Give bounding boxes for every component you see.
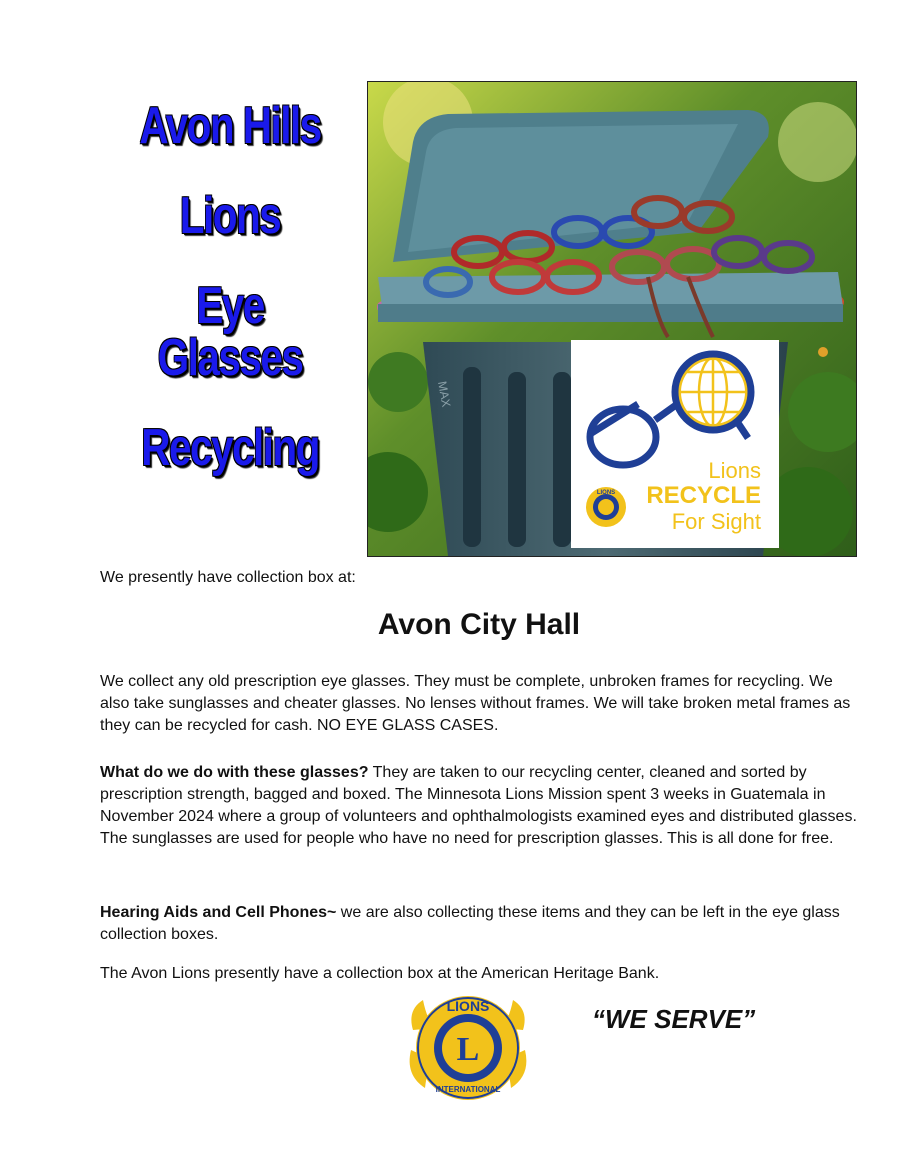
lions-international-emblem (405, 990, 531, 1106)
recycling-bin-photo (367, 81, 857, 557)
bin-label: MAX (435, 380, 454, 409)
location-heading: Avon City Hall (377, 608, 581, 641)
title-line-4: Recycling (141, 419, 319, 477)
title-block (95, 97, 365, 512)
emblem-letter: L (456, 1031, 480, 1068)
title-line-1: Avon Hills (139, 97, 321, 155)
sign-line-2: RECYCLE (646, 482, 761, 509)
emblem-bottom-text: INTERNATIONAL (435, 1085, 501, 1094)
sign-line-3: For Sight (671, 509, 761, 534)
lions-recycle-sign (571, 340, 779, 548)
sign-line-1: Lions (708, 458, 761, 483)
paragraph-hearing-aids-lead: Hearing Aids and Cell Phones~ (100, 904, 337, 921)
title-line-2: Lions (179, 187, 281, 245)
paragraph-what-we-do-body: They are taken to our recycling center, cleaned and sorted by prescription strength, bagged and boxed. The Minnesota Lions Mission spent 3 weeks in Guatemala in November 2024 where a group of volunteers and ophthalmologists examined eyes and distributed glasses. The sunglasses are used for people who have no need for prescription glasses. This is all done for free. (100, 764, 857, 847)
paragraph-what-we-do (100, 762, 860, 850)
motto: “WE SERVE” (592, 1004, 756, 1034)
paragraph-collect: We collect any old prescription eye glasses. They must be complete, unbroken frames for recycling. We also take sunglasses and cheater glasses. No lenses without frames. We will take broken metal frames as they can be recycled for cash. NO EYE GLASS CASES. (100, 673, 851, 734)
intro-text: We presently have collection box at: (100, 569, 356, 586)
paragraph-hearing-aids-body: we are also collecting these items and they can be left in the eye glass collection boxes. (100, 904, 840, 943)
paragraph-hearing-aids (100, 902, 860, 946)
paragraph-what-we-do-lead: What do we do with these glasses? (100, 764, 369, 781)
sign-seal-text: LIONS (596, 490, 616, 496)
paragraph-bank: The Avon Lions presently have a collection box at the American Heritage Bank. (100, 965, 660, 982)
title-line-3: Eye Glasses (157, 277, 303, 387)
bin-illustration (368, 82, 856, 556)
emblem-top-text: LIONS (446, 998, 490, 1014)
